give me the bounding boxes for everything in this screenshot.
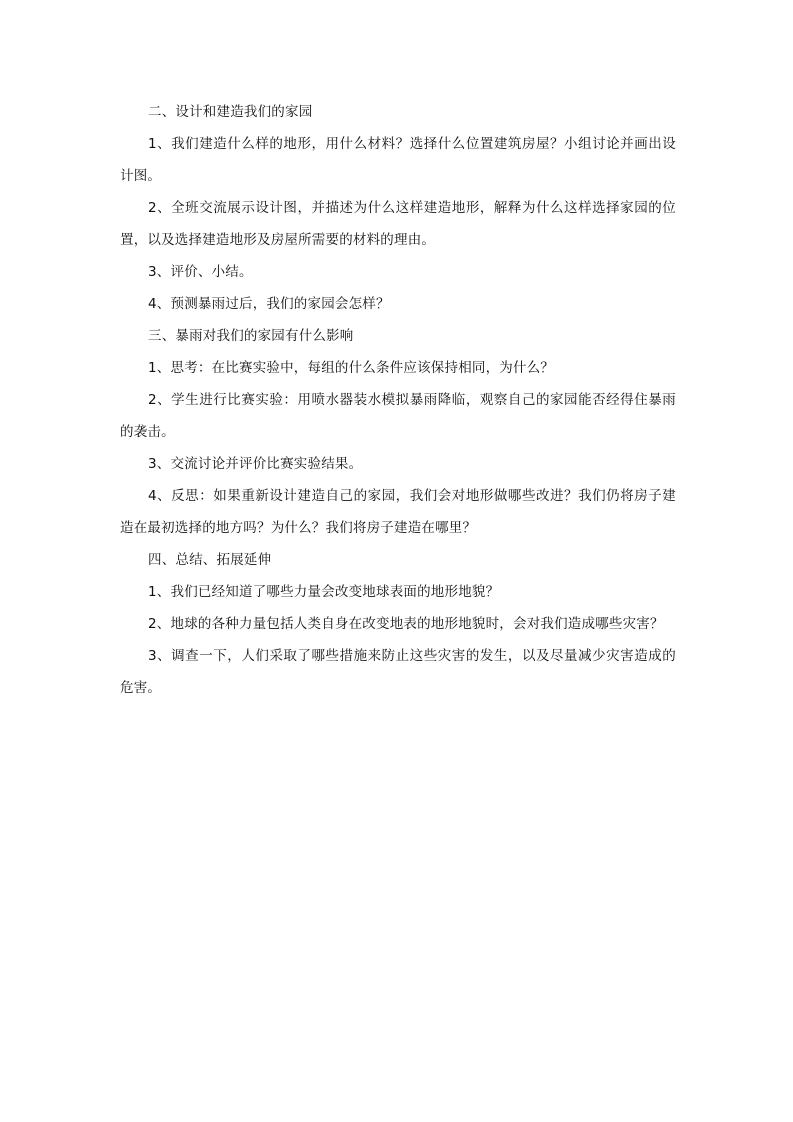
- list-item: 3、评价、小结。: [148, 264, 253, 280]
- list-item: 2、学生进行比赛实验：用喷水器装水模拟暴雨降临，观察自己的家园能否经得住暴雨的袭击。: [120, 392, 676, 440]
- section-heading-design: 二、设计和建造我们的家园: [148, 104, 313, 120]
- list-item: 1、我们建造什么样的地形，用什么材料？选择什么位置建筑房屋？小组讨论并画出设计图。: [120, 136, 676, 184]
- section-heading-summary: 四、总结、拓展延伸: [148, 552, 272, 568]
- list-item: 2、全班交流展示设计图，并描述为什么这样建造地形，解释为什么这样选择家园的位置，以及选择建造地形及房屋所需要的材料的理由。: [120, 200, 676, 248]
- section-heading-rainstorm: 三、暴雨对我们的家园有什么影响: [148, 328, 354, 344]
- list-item: 2、地球的各种力量包括人类自身在改变地表的地形地貌时，会对我们造成哪些灾害？: [148, 616, 664, 632]
- list-item: 4、预测暴雨过后，我们的家园会怎样？: [148, 296, 390, 312]
- list-item: 1、思考：在比赛实验中，每组的什么条件应该保持相同，为什么？: [148, 360, 555, 376]
- list-item: 1、我们已经知道了哪些力量会改变地球表面的地形地貌？: [148, 584, 500, 600]
- list-item: 3、交流讨论并评价比赛实验结果。: [148, 456, 363, 472]
- list-item: 3、调查一下，人们采取了哪些措施来防止这些灾害的发生，以及尽量减少灾害造成的危害。: [120, 648, 676, 696]
- document-body: [120, 96, 676, 704]
- list-item: 4、反思：如果重新设计建造自己的家园，我们会对地形做哪些改进？我们仍将房子建造在最初选择的地方吗？为什么？我们将房子建造在哪里？: [120, 488, 676, 536]
